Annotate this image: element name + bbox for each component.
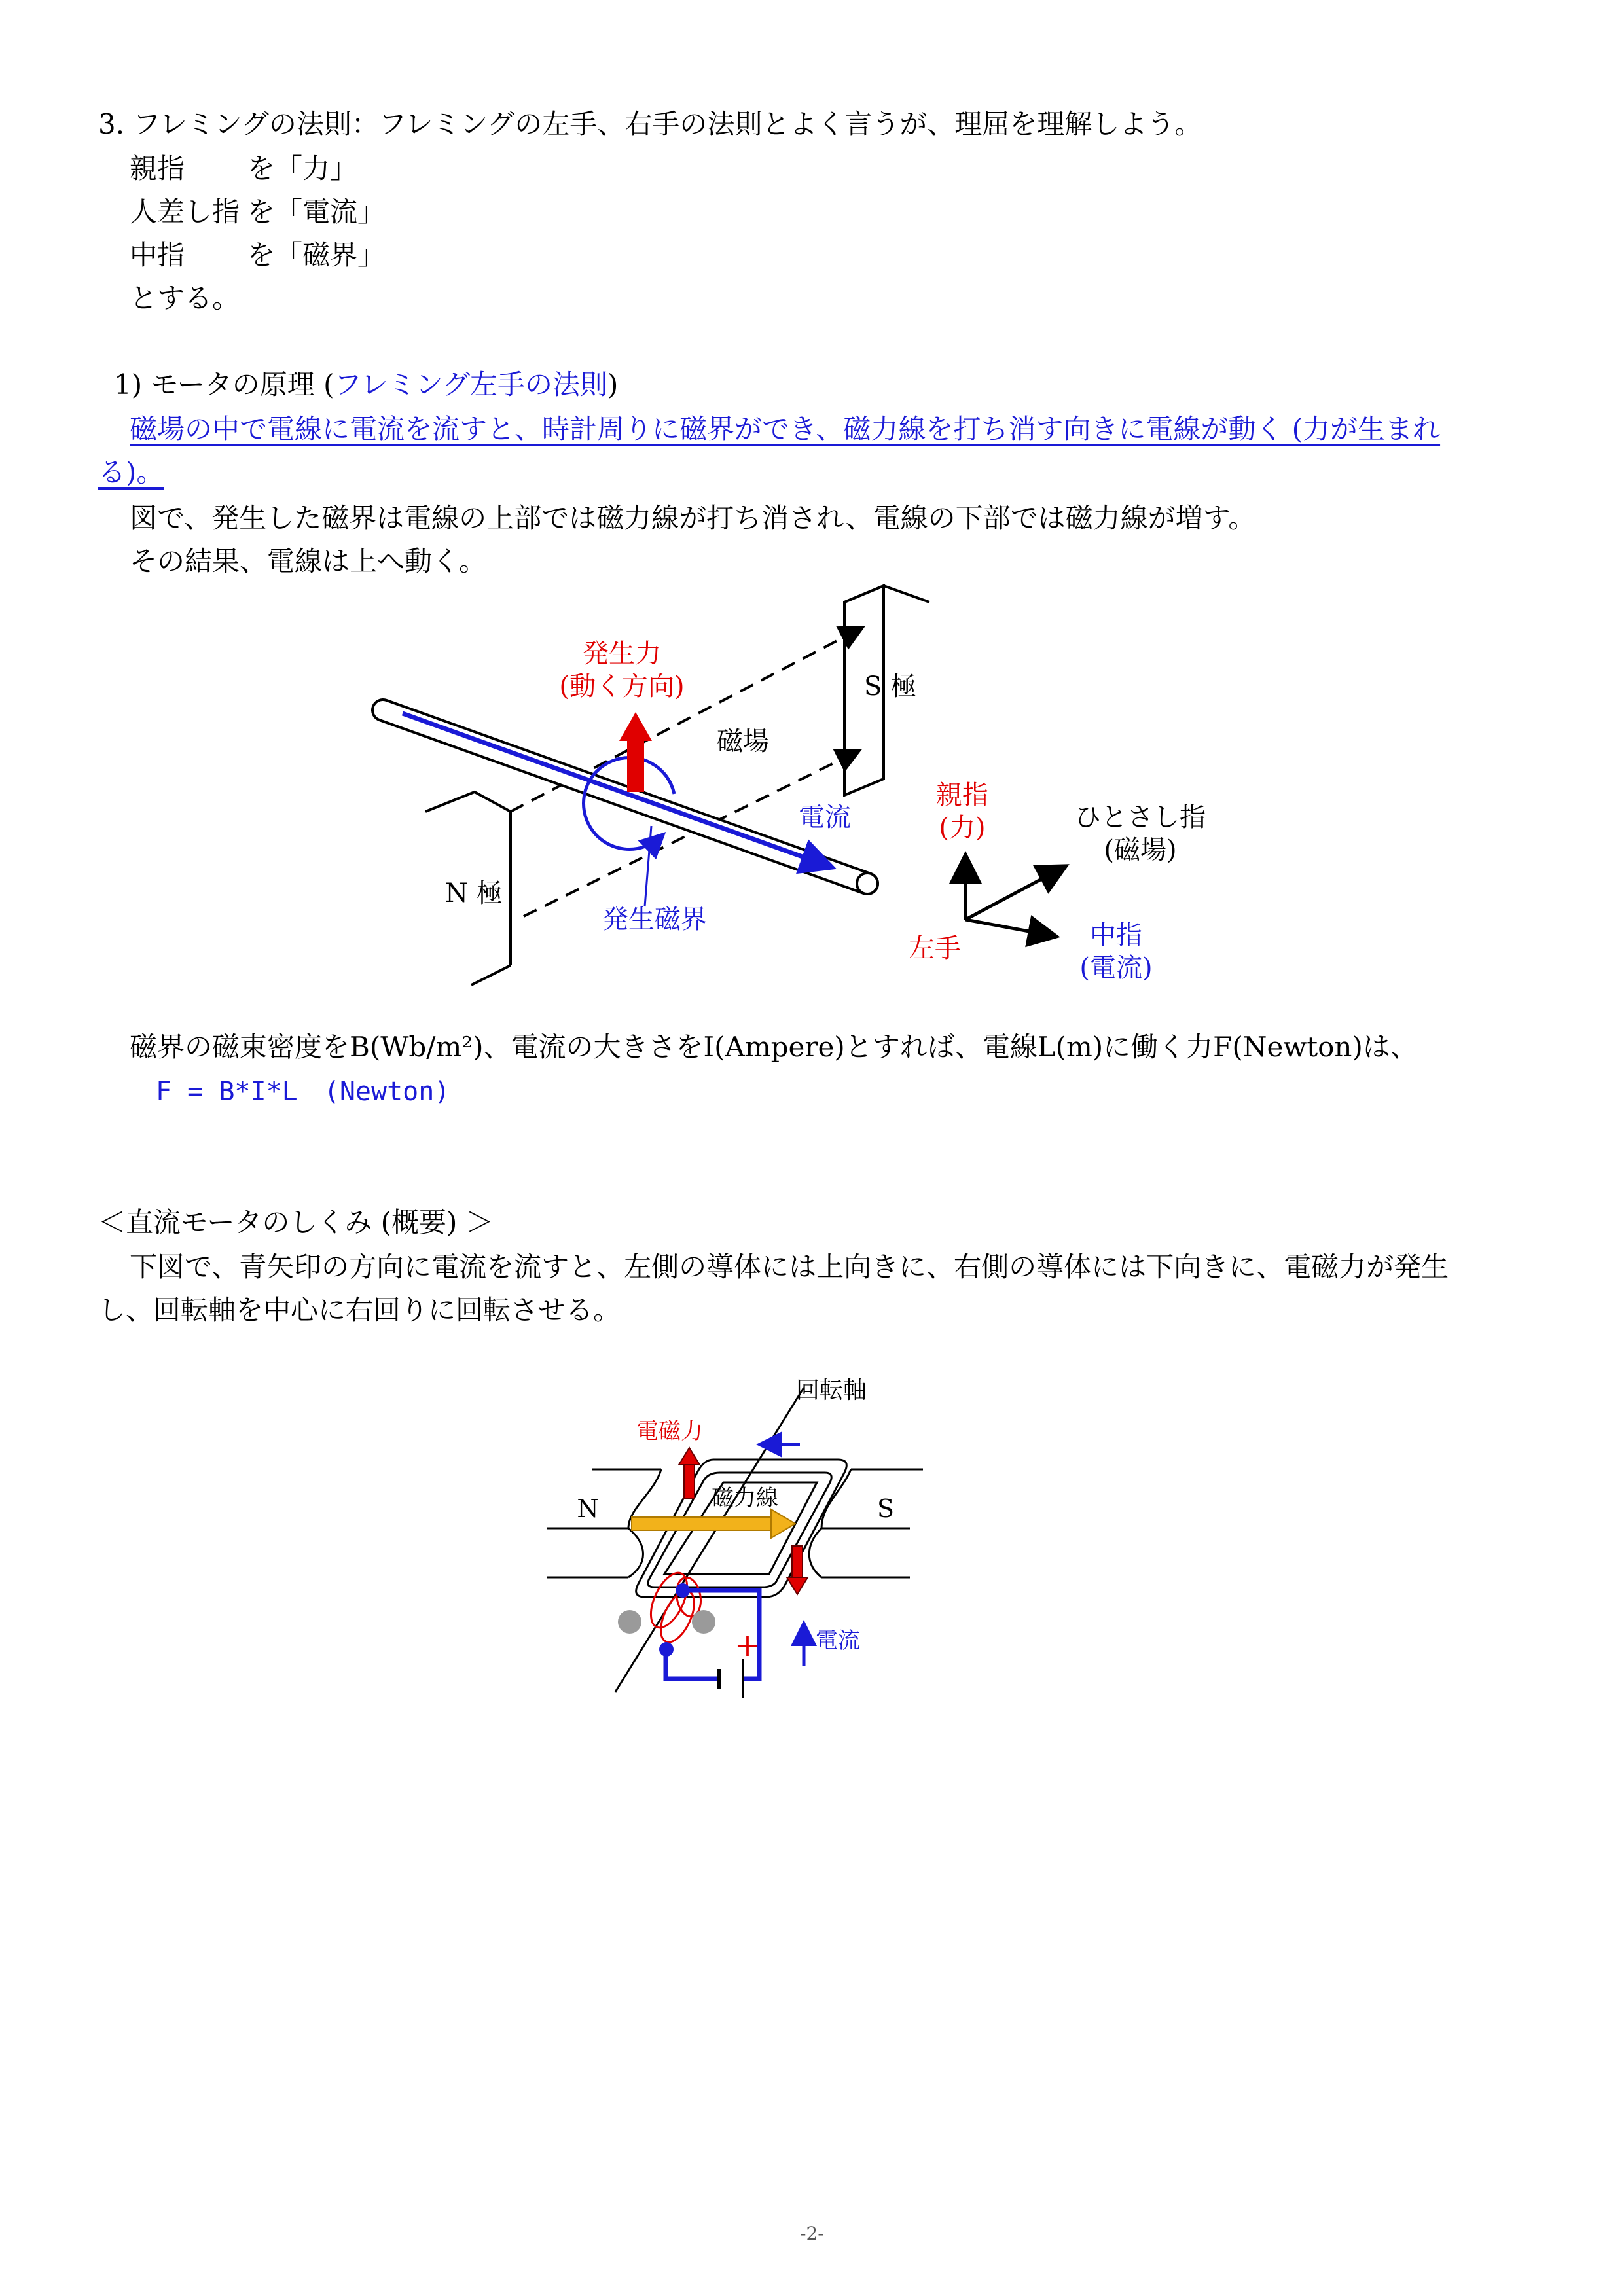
n-pole-label: N 極 (445, 878, 503, 908)
explanation-line-1: 図で、発生した磁界は電線の上部では磁力線が打ち消され、電線の下部では磁力線が増す。 (130, 502, 1256, 534)
fleming-left-hand-link: フレミング左手の法則 (334, 368, 607, 401)
thumb-label-1: 親指 (936, 780, 988, 810)
dc-motor-desc-line-2: し、回転軸を中心に右回りに回転させる。 (98, 1294, 621, 1326)
current-label-2: 電流 (816, 1628, 860, 1654)
formula-equation: F = B*I*L (Newton) (156, 1077, 450, 1107)
rule-middle-finger: 中指 (130, 239, 185, 271)
brush-right (692, 1610, 715, 1634)
rule-index-finger: 人差し指 (130, 196, 240, 228)
commutator (643, 1568, 704, 1647)
rule-middle-role: を「磁界」 (247, 239, 386, 271)
flux-label: 磁力線 (712, 1485, 778, 1511)
generated-field-label: 発生磁界 (602, 905, 707, 935)
thumb-label-2: (力) (939, 813, 986, 843)
middle-axis (965, 920, 1054, 936)
dc-motor-desc-line-1: 下図で、青矢印の方向に電流を流すと、左側の導体には上向きに、右側の導体には下向きに、電磁力が発生 (130, 1251, 1449, 1283)
brush-left (618, 1610, 641, 1634)
rule-index-role: を「電流」 (247, 196, 386, 228)
motor-heading-prefix: 1) モータの原理 ( (114, 368, 334, 401)
plus-label: + (734, 1627, 761, 1664)
contact-top (676, 1583, 690, 1598)
em-force-label: 電磁力 (636, 1418, 703, 1444)
index-axis (965, 867, 1064, 920)
index-label-1: ひとさし指 (1075, 802, 1206, 833)
rules-closing: とする。 (130, 282, 240, 314)
motor-heading-suffix: ) (607, 368, 619, 401)
section-heading: 3. フレミングの法則：フレミングの左手、右手の法則とよく言うが、理屈を理解しよう。 (98, 108, 1202, 140)
principle-line-1: 磁場の中で電線に電流を流すと、時計周りに磁界ができ、磁力線を打ち消す向きに電線が動く (力が生まれ (130, 413, 1441, 445)
battery (719, 1659, 743, 1698)
page-number: -2- (800, 2223, 824, 2244)
field-label: 磁場 (717, 726, 769, 757)
contact-bottom (659, 1642, 674, 1657)
rule-thumb-finger: 親指 (130, 152, 185, 185)
rule-thumb-role: を「力」 (247, 152, 358, 185)
principle-line-2: る)。 (98, 456, 164, 488)
dc-motor-heading: ＜直流モータのしくみ (概要) ＞ (98, 1206, 494, 1238)
generated-field-leader (645, 826, 651, 906)
force-down-arrow (787, 1546, 808, 1594)
middle-label-1: 中指 (1090, 920, 1142, 950)
force-label-2: (動く方向) (559, 672, 685, 702)
index-label-2: (磁場) (1104, 835, 1177, 865)
formula-sentence: 磁界の磁束密度をB(Wb/m²)、電流の大きさをI(Ampere)とすれば、電線L(m)に働く力F(Newton)は、 (130, 1031, 1418, 1063)
s-label: S (876, 1494, 895, 1523)
fleming-diagram (0, 0, 1624, 1021)
explanation-line-2: その結果、電線は上へ動く。 (130, 545, 487, 577)
force-label-1: 発生力 (583, 639, 661, 669)
middle-label-2: (電流) (1079, 953, 1153, 983)
dc-motor-diagram (0, 1348, 1624, 1715)
axis-label: 回転軸 (795, 1377, 867, 1404)
s-pole-label: S 極 (864, 672, 917, 702)
n-label: N (577, 1494, 599, 1523)
s-magnet (809, 1469, 923, 1577)
left-hand-label: 左手 (909, 933, 961, 963)
current-label: 電流 (799, 802, 851, 833)
